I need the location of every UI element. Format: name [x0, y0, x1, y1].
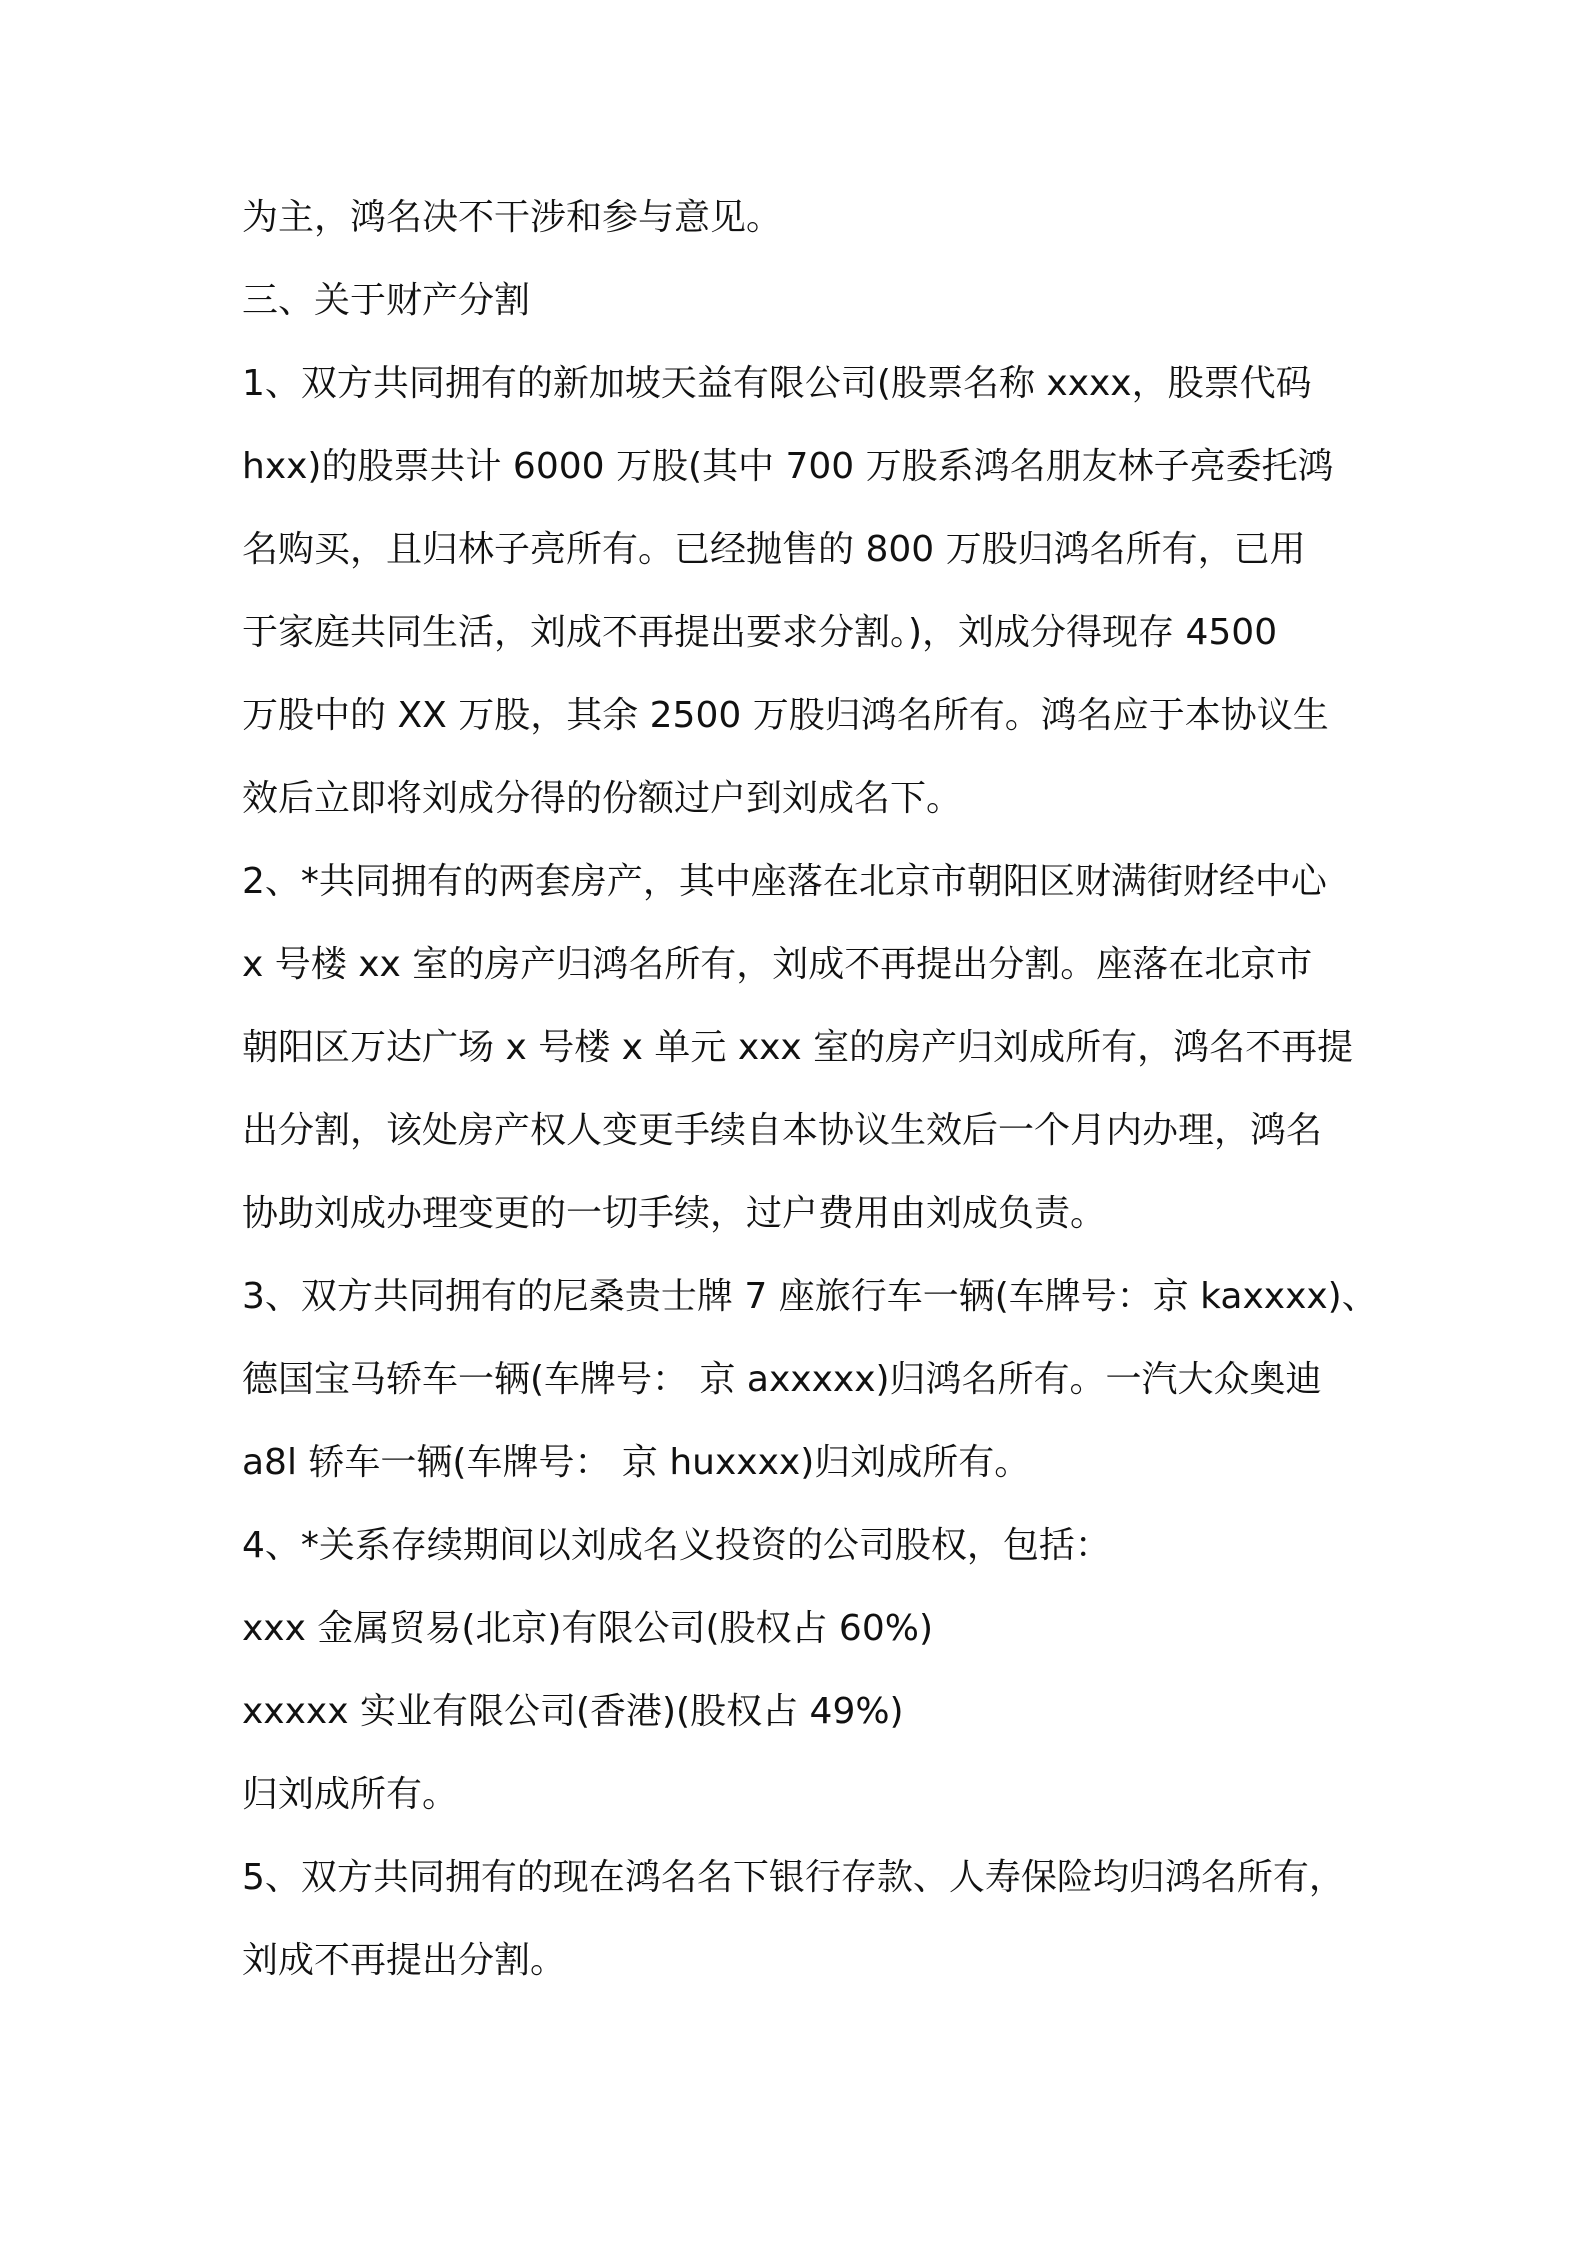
- text-line: 4、*关系存续期间以刘成名义投资的公司股权，包括：: [242, 1525, 1111, 1566]
- document-body: [242, 196, 1378, 2022]
- text-line: 效后立即将刘成分得的份额过户到刘成名下。: [242, 778, 963, 819]
- section-heading: 三、关于财产分割: [242, 280, 531, 321]
- text-line: xxx 金属贸易(北京)有限公司(股权占 60%): [242, 1608, 933, 1649]
- text-line: 1、双方共同拥有的新加坡天益有限公司(股票名称 xxxx，股票代码: [242, 363, 1312, 404]
- text-line: 5、双方共同拥有的现在鸿名名下银行存款、人寿保险均归鸿名所有，: [242, 1857, 1345, 1898]
- text-line: hxx)的股票共计 6000 万股(其中 700 万股系鸿名朋友林子亮委托鸿: [242, 446, 1334, 487]
- text-line: 德国宝马轿车一辆(车牌号： 京 axxxxx)归鸿名所有。一汽大众奥迪: [242, 1359, 1322, 1400]
- text-line: x 号楼 xx 室的房产归鸿名所有，刘成不再提出分割。座落在北京市: [242, 944, 1313, 985]
- text-line: xxxxx 实业有限公司(香港)(股权占 49%): [242, 1691, 904, 1732]
- text-line: 出分割，该处房产权人变更手续自本协议生效后一个月内办理，鸿名: [242, 1110, 1323, 1151]
- text-line: 协助刘成办理变更的一切手续，过户费用由刘成负责。: [242, 1193, 1107, 1234]
- text-line: 刘成不再提出分割。: [242, 1940, 567, 1981]
- text-line: 为主，鸿名决不干涉和参与意见。: [242, 197, 783, 238]
- text-line: 名购买，且归林子亮所有。已经抛售的 800 万股归鸿名所有，已用: [242, 529, 1306, 570]
- text-line: 万股中的 XX 万股，其余 2500 万股归鸿名所有。鸿名应于本协议生: [242, 695, 1329, 736]
- text-line: 朝阳区万达广场 x 号楼 x 单元 xxx 室的房产归刘成所有，鸿名不再提: [242, 1027, 1354, 1068]
- text-line: 3、双方共同拥有的尼桑贵士牌 7 座旅行车一辆(车牌号：京 kaxxxx)、: [242, 1276, 1378, 1317]
- text-line: 归刘成所有。: [242, 1774, 459, 1815]
- text-line: 2、*共同拥有的两套房产，其中座落在北京市朝阳区财满街财经中心: [242, 861, 1327, 902]
- text-line: 于家庭共同生活，刘成不再提出要求分割。)，刘成分得现存 4500: [242, 612, 1278, 653]
- text-line: a8l 轿车一辆(车牌号： 京 huxxxx)归刘成所有。: [242, 1442, 1031, 1483]
